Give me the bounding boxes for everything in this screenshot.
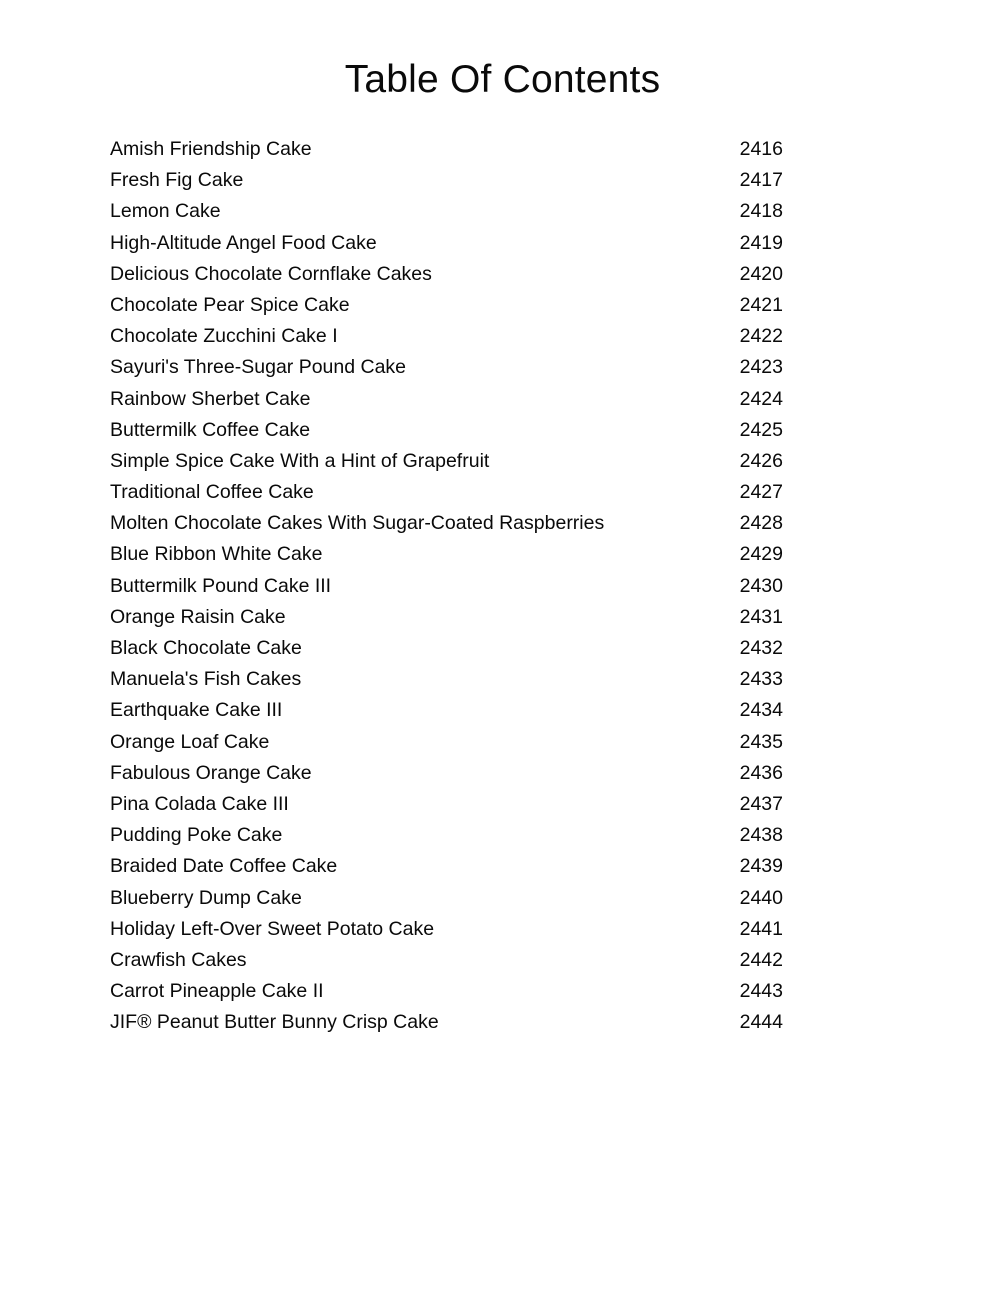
toc-entry-page-number: 2416	[739, 138, 783, 160]
toc-entry-title: Blueberry Dump Cake	[110, 886, 302, 909]
toc-entry-row	[110, 384, 783, 415]
toc-entry-title: Holiday Left-Over Sweet Potato Cake	[110, 917, 435, 940]
toc-entry-page-number: 2419	[739, 231, 783, 254]
toc-entry-page-number: 2438	[739, 824, 783, 847]
toc-entry-title: Lemon Cake	[110, 200, 221, 223]
toc-entry-title: Fabulous Orange Cake	[110, 761, 312, 784]
toc-entry-page-number: 2433	[739, 668, 783, 691]
toc-entry-page-number: 2432	[739, 637, 783, 659]
toc-entry-page-number: 2436	[739, 761, 783, 784]
toc-entry-row	[110, 508, 783, 539]
toc-entry-title: Traditional Coffee Cake	[110, 481, 314, 504]
toc-entry-title: Simple Spice Cake With a Hint of Grapefruit	[110, 449, 490, 472]
toc-entry-row	[110, 727, 783, 758]
toc-entry-title: Blue Ribbon White Cake	[110, 543, 323, 566]
toc-entry-row	[110, 352, 783, 383]
toc-entry-title: Molten Chocolate Cakes With Sugar-Coated Raspberries	[110, 512, 605, 535]
toc-entry-page-number: 2428	[739, 512, 783, 535]
page-title: Table Of Contents	[344, 58, 661, 101]
toc-entry-title: Pina Colada Cake III	[110, 792, 289, 815]
toc-entry-row	[110, 290, 783, 321]
toc-entry-row	[110, 695, 783, 726]
toc-entry-page-number: 2442	[739, 948, 783, 971]
toc-entry-row	[110, 883, 783, 914]
toc-entry-page-number: 2429	[739, 543, 783, 566]
toc-entry-page-number: 2423	[739, 356, 783, 379]
toc-entry-page-number: 2435	[739, 730, 783, 753]
toc-entry-page-number: 2430	[739, 574, 783, 597]
toc-entry-row	[110, 165, 783, 196]
toc-entry-page-number: 2420	[739, 262, 783, 285]
toc-entry-row	[110, 976, 783, 1007]
toc-list	[110, 134, 783, 1038]
toc-entry-page-number: 2422	[739, 325, 783, 348]
toc-entry-title: Fresh Fig Cake	[110, 169, 244, 192]
toc-entry-row	[110, 602, 783, 633]
toc-entry-page-number: 2424	[739, 387, 783, 410]
toc-entry-title: Buttermilk Pound Cake III	[110, 574, 332, 597]
toc-entry-page-number: 2444	[739, 1011, 783, 1034]
toc-entry-page-number: 2440	[739, 886, 783, 909]
toc-entry-row	[110, 571, 783, 602]
toc-entry-row	[110, 820, 783, 851]
toc-entry-title: Braided Date Coffee Cake	[110, 855, 338, 878]
toc-entry-page-number: 2427	[739, 481, 783, 504]
toc-entry-row	[110, 196, 783, 227]
toc-entry-title: JIF® Peanut Butter Bunny Crisp Cake	[110, 1011, 439, 1034]
toc-entry-row	[110, 851, 783, 882]
toc-entry-title: Crawfish Cakes	[110, 948, 247, 971]
toc-entry-page-number: 2417	[739, 169, 783, 192]
toc-entry-row	[110, 758, 783, 789]
toc-entry-page-number: 2434	[739, 699, 783, 722]
toc-entry-title: Carrot Pineapple Cake II	[110, 980, 324, 1003]
toc-entry-page-number: 2418	[739, 200, 783, 223]
toc-entry-page-number: 2443	[739, 980, 783, 1003]
toc-entry-title: Rainbow Sherbet Cake	[110, 387, 311, 410]
toc-entry-row	[110, 789, 783, 820]
toc-entry-row	[110, 633, 783, 664]
toc-entry-page-number: 2426	[739, 449, 783, 472]
toc-entry-title: Earthquake Cake III	[110, 699, 283, 722]
toc-entry-page-number: 2425	[739, 418, 783, 441]
toc-entry-row	[110, 228, 783, 259]
toc-entry-title: Buttermilk Coffee Cake	[110, 418, 311, 441]
toc-entry-title: Manuela's Fish Cakes	[110, 668, 302, 691]
toc-entry-title: High-Altitude Angel Food Cake	[110, 231, 377, 254]
toc-entry-page-number: 2421	[739, 293, 783, 316]
toc-entry-title: Sayuri's Three-Sugar Pound Cake	[110, 356, 407, 379]
toc-entry-row	[110, 1007, 783, 1038]
toc-entry-row	[110, 945, 783, 976]
toc-entry-title: Orange Loaf Cake	[110, 730, 270, 753]
toc-entry-row	[110, 539, 783, 570]
toc-entry-page-number: 2431	[739, 605, 783, 628]
toc-entry-page-number: 2439	[739, 855, 783, 878]
toc-entry-title: Delicious Chocolate Cornflake Cakes	[110, 262, 432, 285]
toc-entry-row	[110, 446, 783, 477]
toc-entry-row	[110, 415, 783, 446]
toc-entry-row	[110, 664, 783, 695]
toc-entry-row	[110, 321, 783, 352]
toc-entry-title: Orange Raisin Cake	[110, 605, 286, 628]
toc-entry-page-number: 2441	[739, 917, 783, 940]
toc-entry-row	[110, 914, 783, 945]
toc-entry-row	[110, 477, 783, 508]
toc-entry-row	[110, 259, 783, 290]
toc-entry-title: Chocolate Zucchini Cake I	[110, 325, 338, 348]
toc-entry-title: Amish Friendship Cake	[110, 138, 312, 160]
toc-entry-page-number: 2437	[739, 792, 783, 815]
toc-entry-title: Chocolate Pear Spice Cake	[110, 293, 350, 316]
toc-entry-title: Black Chocolate Cake	[110, 637, 302, 659]
toc-entry-row	[110, 134, 783, 165]
toc-entry-title: Pudding Poke Cake	[110, 824, 283, 847]
